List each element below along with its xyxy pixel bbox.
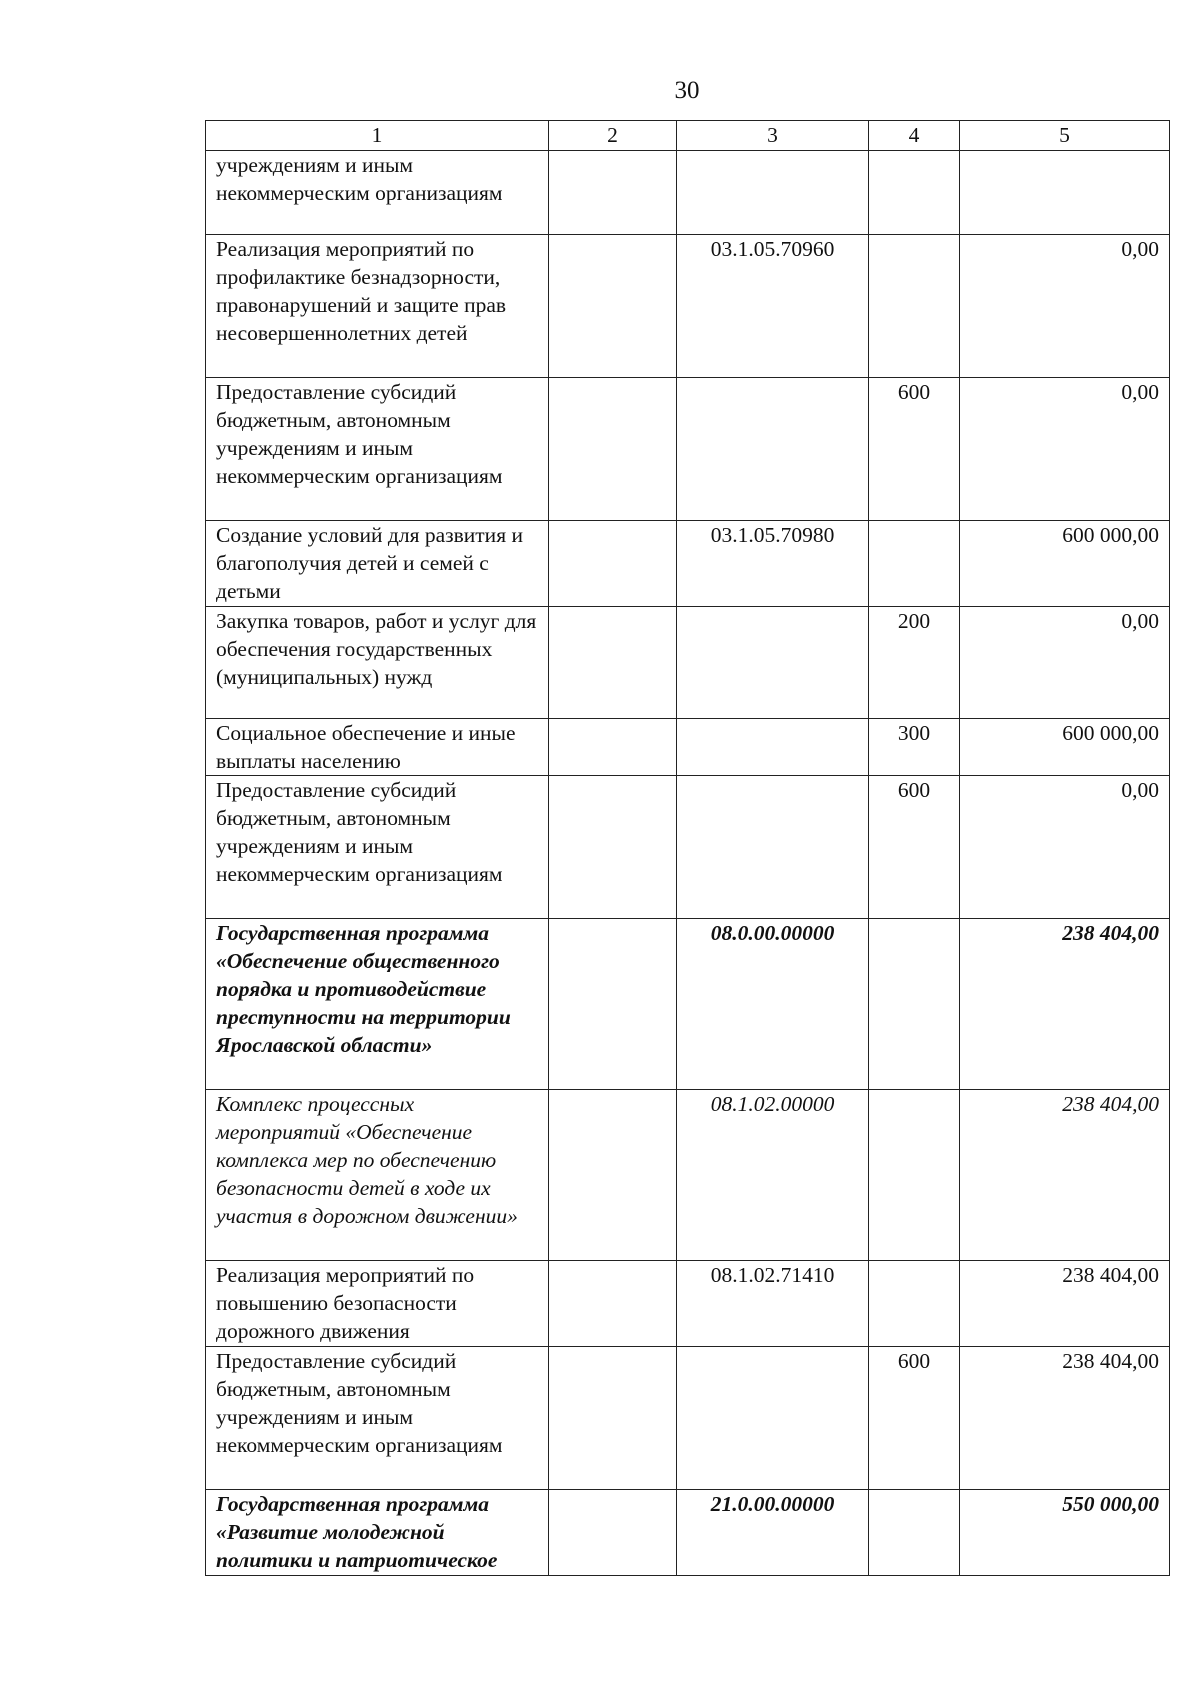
table-row bbox=[206, 521, 1170, 607]
column-header: 3 bbox=[677, 121, 869, 151]
row-name-cell: Социальное обеспечение и иные выплаты населению bbox=[206, 719, 549, 776]
budget-table bbox=[205, 120, 1170, 1576]
row-code-cell bbox=[677, 776, 869, 919]
row-amount-cell: 0,00 bbox=[960, 235, 1170, 378]
row-col2-cell bbox=[549, 919, 677, 1090]
row-code-cell: 21.0.00.00000 bbox=[677, 1490, 869, 1576]
row-amount-cell: 600 000,00 bbox=[960, 521, 1170, 607]
row-name-cell: Государственная программа «Развитие молодежной политики и патриотическое bbox=[206, 1490, 549, 1576]
row-amount-cell: 0,00 bbox=[960, 776, 1170, 919]
row-name-cell: Реализация мероприятий по профилактике безнадзорности, правонарушений и защите прав несовершеннолетних детей bbox=[206, 235, 549, 378]
row-type-cell bbox=[869, 1261, 960, 1347]
row-type-cell: 600 bbox=[869, 378, 960, 521]
row-code-cell: 08.1.02.00000 bbox=[677, 1090, 869, 1261]
page-number: 30 bbox=[674, 77, 700, 104]
row-name-cell: Создание условий для развития и благополучия детей и семей с детьми bbox=[206, 521, 549, 607]
row-name-cell: Государственная программа «Обеспечение общественного порядка и противодействие преступности на территории Ярославской области» bbox=[206, 919, 549, 1090]
row-type-cell bbox=[869, 1090, 960, 1261]
row-code-cell: 03.1.05.70960 bbox=[677, 235, 869, 378]
row-amount-cell: 238 404,00 bbox=[960, 919, 1170, 1090]
row-type-cell: 600 bbox=[869, 1347, 960, 1490]
row-col2-cell bbox=[549, 1347, 677, 1490]
row-code-cell: 08.0.00.00000 bbox=[677, 919, 869, 1090]
row-col2-cell bbox=[549, 235, 677, 378]
table-row bbox=[206, 235, 1170, 378]
row-col2-cell bbox=[549, 1261, 677, 1347]
row-name-cell: Комплекс процессных мероприятий «Обеспечение комплекса мер по обеспечению безопасности детей в ходе их участия в дорожном движении» bbox=[206, 1090, 549, 1261]
row-name-cell: Закупка товаров, работ и услуг для обеспечения государственных (муниципальных) нужд bbox=[206, 607, 549, 719]
row-type-cell bbox=[869, 235, 960, 378]
row-code-cell bbox=[677, 719, 869, 776]
row-amount-cell: 238 404,00 bbox=[960, 1347, 1170, 1490]
row-col2-cell bbox=[549, 719, 677, 776]
row-amount-cell: 0,00 bbox=[960, 607, 1170, 719]
row-col2-cell bbox=[549, 151, 677, 235]
row-type-cell: 300 bbox=[869, 719, 960, 776]
table-row bbox=[206, 378, 1170, 521]
row-type-cell bbox=[869, 919, 960, 1090]
row-col2-cell bbox=[549, 1490, 677, 1576]
column-header: 1 bbox=[206, 121, 549, 151]
column-header: 5 bbox=[960, 121, 1170, 151]
row-code-cell: 08.1.02.71410 bbox=[677, 1261, 869, 1347]
table-row bbox=[206, 1261, 1170, 1347]
row-code-cell: 03.1.05.70980 bbox=[677, 521, 869, 607]
column-header: 2 bbox=[549, 121, 677, 151]
row-name-cell: учреждениям и иным некоммерческим организациям bbox=[206, 151, 549, 235]
table-row bbox=[206, 151, 1170, 235]
table-row bbox=[206, 1090, 1170, 1261]
row-col2-cell bbox=[549, 521, 677, 607]
row-amount-cell: 600 000,00 bbox=[960, 719, 1170, 776]
row-col2-cell bbox=[549, 1090, 677, 1261]
row-col2-cell bbox=[549, 776, 677, 919]
row-name-cell: Предоставление субсидий бюджетным, автономным учреждениям и иным некоммерческим организациям bbox=[206, 776, 549, 919]
row-col2-cell bbox=[549, 607, 677, 719]
row-name-cell: Реализация мероприятий по повышению безопасности дорожного движения bbox=[206, 1261, 549, 1347]
row-code-cell bbox=[677, 607, 869, 719]
table-row bbox=[206, 1347, 1170, 1490]
table-row bbox=[206, 919, 1170, 1090]
row-type-cell: 600 bbox=[869, 776, 960, 919]
row-type-cell: 200 bbox=[869, 607, 960, 719]
column-header: 4 bbox=[869, 121, 960, 151]
row-name-cell: Предоставление субсидий бюджетным, автономным учреждениям и иным некоммерческим организациям bbox=[206, 378, 549, 521]
row-amount-cell: 0,00 bbox=[960, 378, 1170, 521]
table-row bbox=[206, 776, 1170, 919]
row-type-cell bbox=[869, 521, 960, 607]
row-col2-cell bbox=[549, 378, 677, 521]
row-name-cell: Предоставление субсидий бюджетным, автономным учреждениям и иным некоммерческим организациям bbox=[206, 1347, 549, 1490]
row-code-cell bbox=[677, 378, 869, 521]
row-amount-cell: 238 404,00 bbox=[960, 1090, 1170, 1261]
row-amount-cell: 238 404,00 bbox=[960, 1261, 1170, 1347]
row-code-cell bbox=[677, 151, 869, 235]
row-type-cell bbox=[869, 151, 960, 235]
table-row bbox=[206, 719, 1170, 776]
row-amount-cell bbox=[960, 151, 1170, 235]
table-row bbox=[206, 1490, 1170, 1576]
row-type-cell bbox=[869, 1490, 960, 1576]
table-row bbox=[206, 607, 1170, 719]
row-code-cell bbox=[677, 1347, 869, 1490]
row-amount-cell: 550 000,00 bbox=[960, 1490, 1170, 1576]
table-header-row bbox=[206, 121, 1170, 151]
